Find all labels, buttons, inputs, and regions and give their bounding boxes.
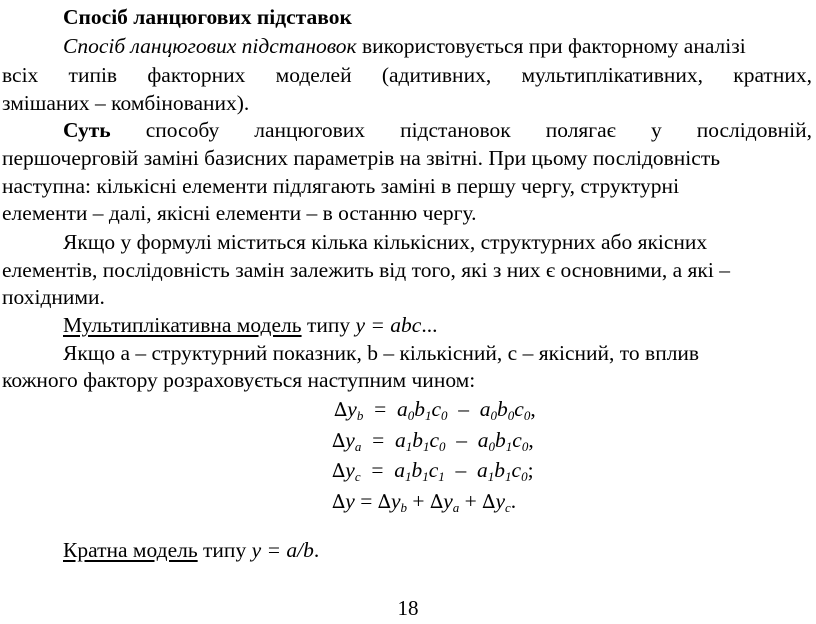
formula-subscript: 1 xyxy=(487,469,495,484)
formula-var-b: b xyxy=(412,428,423,452)
formula-var-c: c xyxy=(429,428,440,452)
minus-sign: – xyxy=(458,397,470,421)
formula-subscript: c xyxy=(504,500,511,515)
formula-subscript: 1 xyxy=(405,469,412,484)
p2-word: підстановок xyxy=(400,118,511,142)
minus-sign: – xyxy=(455,458,467,482)
formula-delta-ya xyxy=(332,428,534,455)
punctuation: , xyxy=(530,397,536,421)
formula-subscript: b xyxy=(400,500,408,515)
p2-line-2: першочерговій заміні базисних параметрів на звітні. При цьому послідовність xyxy=(2,146,721,170)
formula-var-b: b xyxy=(495,428,506,452)
formula-subscript: 1 xyxy=(424,408,432,423)
formula-subscript: c xyxy=(354,469,361,484)
formula-var-y: y xyxy=(391,489,401,513)
formula-subscript: 0 xyxy=(521,439,529,454)
formula-var-c: c xyxy=(431,397,442,421)
punctuation: . xyxy=(510,489,517,513)
plus-sign: + xyxy=(464,489,477,513)
multiplicative-formula: y = abc xyxy=(355,313,422,337)
formula-subscript: 0 xyxy=(507,408,515,423)
formula-var-b: b xyxy=(411,458,423,482)
formula-var-c: c xyxy=(512,428,522,452)
formula-subscript: 1 xyxy=(505,469,512,484)
delta-symbol: ∆ xyxy=(334,399,348,421)
formula-var-c: c xyxy=(514,397,524,421)
p4-line: Мультиплікативна модель типу y = abc... xyxy=(63,313,438,337)
delta-symbol: ∆ xyxy=(429,491,444,513)
equals-sign: = xyxy=(372,428,385,452)
p2-word: у xyxy=(650,118,662,142)
formula-subscript: 0 xyxy=(521,469,528,484)
page-number: 18 xyxy=(397,596,419,620)
p1-line-2 xyxy=(2,63,812,87)
formula-subscript: 1 xyxy=(505,439,513,454)
section-heading: Спосіб ланцюгових підставок xyxy=(63,5,352,29)
punctuation: ; xyxy=(527,458,534,482)
formula-subscript: a xyxy=(452,500,460,515)
p1-word: моделей xyxy=(275,63,352,87)
p2-word: способу xyxy=(145,118,220,142)
formula-subscript: b xyxy=(356,408,364,423)
formula-var-a: a xyxy=(394,458,405,482)
formula-var-c: c xyxy=(511,458,522,482)
p1-word: всіх xyxy=(2,63,39,87)
p1-word: мультиплікативних, xyxy=(521,63,703,87)
formula-var-c: c xyxy=(428,458,439,482)
formula-subscript: 1 xyxy=(422,439,430,454)
formula-subscript: 0 xyxy=(407,408,415,423)
formula-var-a: a xyxy=(477,428,489,452)
delta-symbol: ∆ xyxy=(332,430,346,452)
p5-line-1: Якщо a – структурний показник, b – кількісний, c – якісний, то вплив xyxy=(63,341,700,365)
formula-delta-yc xyxy=(332,458,534,485)
delta-symbol: ∆ xyxy=(482,491,496,513)
p2-word: послідовній, xyxy=(696,118,812,142)
plus-sign: + xyxy=(412,489,425,513)
p1-word: типів xyxy=(68,63,118,87)
formula-subscript: 1 xyxy=(438,469,445,484)
p3-line-1: Якщо у формулі міститься кілька кількісних, структурних або якісних xyxy=(63,230,708,254)
equals-sign: = xyxy=(374,397,387,421)
p2-word: ланцюгових xyxy=(254,118,366,142)
p1-word: (адитивних, xyxy=(381,63,492,87)
formula-delta-y-total xyxy=(332,489,516,516)
p1-line-3: змішаних – комбінованих). xyxy=(2,91,250,115)
p3-line-3: похідними. xyxy=(2,285,105,309)
formula-subscript: a xyxy=(354,439,362,454)
delta-symbol: ∆ xyxy=(332,460,346,482)
delta-symbol: ∆ xyxy=(377,491,391,513)
p2-line-4: елементи – далі, якісні елементи – в останню чергу. xyxy=(2,201,477,225)
punctuation: , xyxy=(528,428,534,452)
formula-var-b: b xyxy=(494,458,506,482)
p1-word: кратних, xyxy=(733,63,812,87)
p5-line-2: кожного фактору розраховується наступним чином: xyxy=(2,368,476,392)
multiplicative-model-term: Мультиплікативна модель xyxy=(63,313,302,337)
equals-sign: = xyxy=(360,489,373,513)
formula-subscript: 0 xyxy=(441,408,448,423)
formula-subscript: 1 xyxy=(422,469,429,484)
formula-subscript: 1 xyxy=(405,439,413,454)
formula-var-b: b xyxy=(497,397,508,421)
p2-line-1: Суть способу ланцюгових підстановок полягає у послідовній, xyxy=(63,118,812,142)
equals-sign: = xyxy=(371,458,384,482)
p1-word: факторних xyxy=(147,63,246,87)
formula-subscript: 0 xyxy=(523,408,531,423)
formula-var-b: b xyxy=(414,397,425,421)
p2-line-3: наступна: кількісні елементи підлягають заміні в першу чергу, структурні xyxy=(2,174,680,198)
formula-var-y: y xyxy=(345,458,355,482)
formula-var-a: a xyxy=(479,397,491,421)
formula-subscript: 0 xyxy=(488,439,496,454)
formula-var-y: y xyxy=(347,397,357,421)
formula-var-y: y xyxy=(345,428,355,452)
formula-var-y: y xyxy=(443,489,453,513)
formula-subscript: 0 xyxy=(490,408,498,423)
p3-line-2: елементів, послідовність замін залежить від того, які з них є основними, а які – xyxy=(2,258,730,282)
formula-var-y: y xyxy=(495,489,505,513)
formula-subscript: 0 xyxy=(439,439,446,454)
formula-delta-yb xyxy=(334,397,536,424)
formula-var-y: y xyxy=(345,489,355,513)
formula-var-a: a xyxy=(394,428,406,452)
formula-var-a: a xyxy=(477,458,488,482)
ratio-formula: y = a/b xyxy=(251,538,314,562)
p6-line: Кратна модель типу y = a/b. xyxy=(63,538,320,562)
formula-var-a: a xyxy=(396,397,408,421)
p2-word: полягає xyxy=(545,118,616,142)
ratio-model-term: Кратна модель xyxy=(63,538,198,562)
minus-sign: – xyxy=(456,428,468,452)
p1-line-1: Спосіб ланцюгових підстановок використовується при факторному аналізі xyxy=(63,34,746,58)
delta-symbol: ∆ xyxy=(332,491,346,513)
